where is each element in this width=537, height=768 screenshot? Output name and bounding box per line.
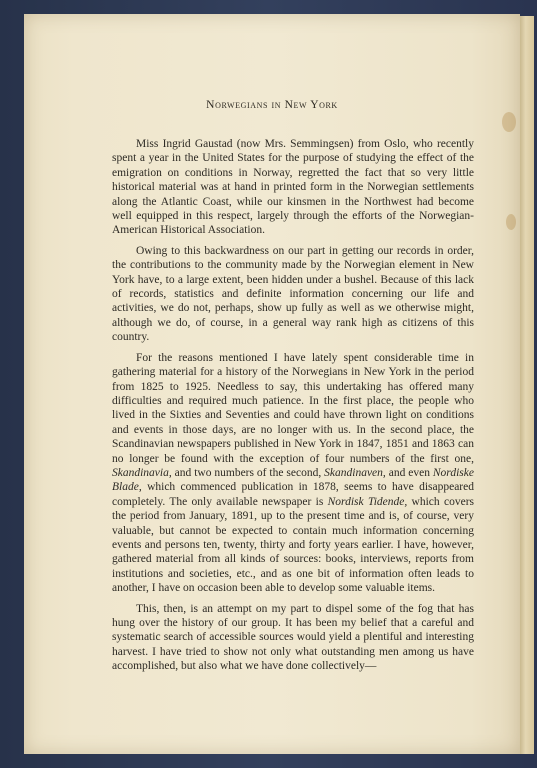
- text-run: and even: [385, 466, 433, 479]
- newspaper-title: Skandinavia,: [112, 466, 172, 479]
- page: [24, 14, 520, 754]
- paragraph: [112, 137, 474, 238]
- text-run: which commenced publication in 1878, seems to have disappeared completely. The only available newspaper is: [112, 481, 474, 508]
- stain: [506, 214, 516, 230]
- text-run: This, then, is an attempt on my part to dispel some of the fog that has hung over the history of our group. It has been my belief that a careful and systematic search of accessible sources would yield a plentiful and interesting harvest. I have tried to show not only what outstanding men among us have accomplished, but also what we have done collectively—: [112, 602, 474, 673]
- text-run: For the reasons mentioned I have lately spent considerable time in gathering material for a history of the Norwegians in New York in the period from 1825 to 1925. Needless to say, this undertaking has offered many difficulties and required much patience. In the first place, the people who lived in the Sixties and Seventies and could have thrown light on conditions and events in those days, are no longer with us. In the second place, the Scandinavian newspapers published in New York in 1847, 1851 and 1863 can no longer be found with the exception of four numbers of the first one,: [112, 351, 474, 465]
- paragraph: [112, 602, 474, 674]
- newspaper-title: Nordisk Tidende,: [327, 495, 408, 508]
- newspaper-title: Skandinaven,: [324, 466, 386, 479]
- page-edge: [520, 16, 534, 754]
- text-run: Owing to this backwardness on our part in getting our records in order, the contributions to the community made by the Norwegian element in New York have, to a large extent, been hidden under a bushel. Because of this lack of records, statistics and definite information concerning our life and activities, we do not, perhaps, show up fully as well as we otherwise might, although we do, of course, in a general way rank high as citizens of this country.: [112, 244, 474, 344]
- newspaper-title: Nordiske Blade,: [112, 466, 474, 494]
- paragraph: [112, 351, 474, 596]
- text-run: and two numbers of the second,: [171, 466, 325, 479]
- paragraph: [112, 244, 474, 345]
- body-text: [112, 137, 474, 680]
- stain: [502, 112, 516, 132]
- text-run: Miss Ingrid Gaustad (now Mrs. Semmingsen) from Oslo, who recently spent a year in the United States for the purpose of studying the effect of the emigration on conditions in Norway, regretted the fact that so very little historical material was at hand in printed form in the Norwegian settlements along the Atlantic Coast, while our kinsmen in the Northwest had become well equipped in this respect, largely through the efforts of the Norwegian-American Historical Association.: [112, 138, 474, 237]
- running-header: Norwegians in New York: [206, 99, 338, 111]
- text-run: which covers the period from January, 1891, up to the present time and is, of course, very valuable, but cannot be expected to contain much information concerning events and persons ten, twenty, thirty and forty years earlier. I have, however, gathered material from all kinds of sources: books, interviews, reports from institutions and societies, etc., and as one bit of information often leads to another, I have on occasion been able to develop some valuable items.: [112, 495, 474, 595]
